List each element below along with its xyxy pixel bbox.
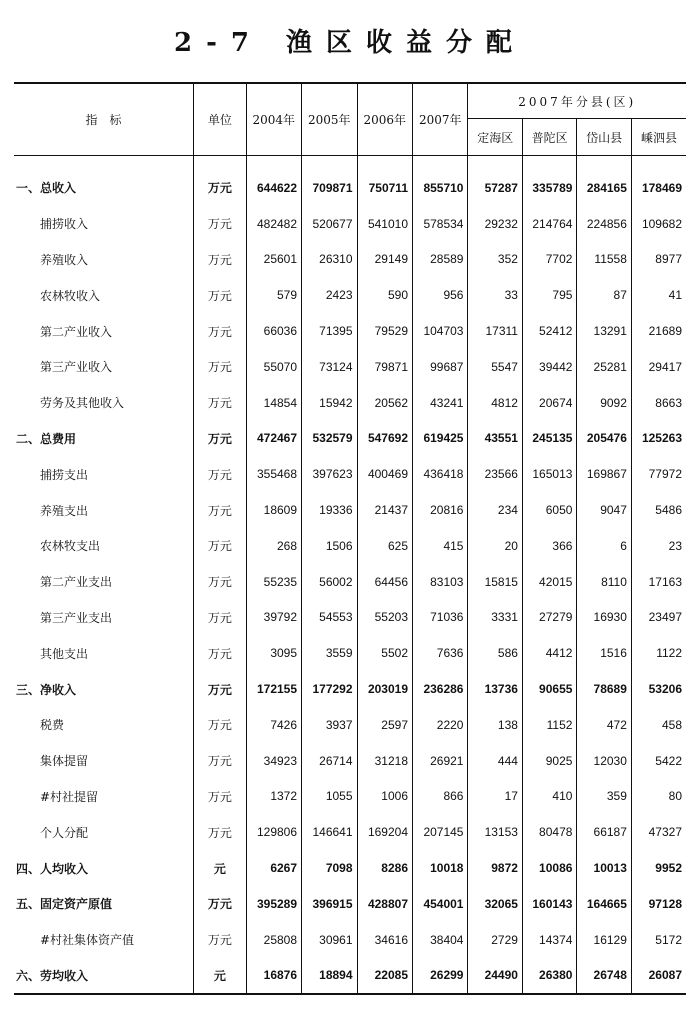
value-cell: 866 bbox=[413, 779, 468, 815]
value-cell: 3331 bbox=[468, 600, 522, 636]
value-cell: 43241 bbox=[413, 385, 468, 421]
row-unit: 万元 bbox=[194, 564, 246, 600]
value-cell: 590 bbox=[357, 277, 412, 313]
value-cell: 5422 bbox=[655, 753, 682, 768]
value-cell: 6267 bbox=[246, 850, 301, 886]
value-cell: 73124 bbox=[302, 349, 357, 385]
value-cell: 26380 bbox=[522, 958, 576, 995]
value-cell: 172155 bbox=[246, 671, 301, 707]
value-cell: 164665 bbox=[577, 886, 631, 922]
value-cell: 436418 bbox=[413, 456, 468, 492]
table-row bbox=[14, 958, 686, 995]
fishery-income-table bbox=[14, 82, 686, 995]
row-unit: 万元 bbox=[194, 886, 246, 922]
value-cell: 472 bbox=[577, 707, 631, 743]
value-cell: 10018 bbox=[413, 850, 468, 886]
value-cell: 20562 bbox=[357, 385, 412, 421]
row-unit: 万元 bbox=[194, 743, 246, 779]
row-unit: 万元 bbox=[194, 814, 246, 850]
table-row bbox=[14, 779, 686, 815]
row-label: 劳务及其他收入 bbox=[14, 385, 194, 421]
value-cell: 6050 bbox=[522, 492, 576, 528]
value-cell: 5547 bbox=[468, 349, 522, 385]
value-cell: 97128 bbox=[648, 896, 682, 911]
value-cell: 30961 bbox=[302, 922, 357, 958]
row-unit: 万元 bbox=[194, 349, 246, 385]
value-cell: 42015 bbox=[522, 564, 576, 600]
value-cell: 1152 bbox=[522, 707, 576, 743]
row-label: 个人分配 bbox=[14, 814, 194, 850]
row-label: 第二产业支出 bbox=[14, 564, 194, 600]
table-row bbox=[14, 886, 686, 922]
value-cell: 472467 bbox=[246, 421, 301, 457]
value-cell: 1122 bbox=[656, 646, 682, 661]
value-cell: 71395 bbox=[302, 313, 357, 349]
value-cell: 410 bbox=[522, 779, 576, 815]
value-cell: 26748 bbox=[577, 958, 631, 995]
value-cell: 104703 bbox=[413, 313, 468, 349]
row-unit: 元 bbox=[194, 850, 246, 886]
value-cell: 284165 bbox=[577, 170, 631, 206]
value-cell: 214764 bbox=[522, 206, 576, 242]
table-body bbox=[14, 156, 686, 995]
value-cell: 169867 bbox=[577, 456, 631, 492]
value-cell: 80478 bbox=[522, 814, 576, 850]
value-cell: 15815 bbox=[468, 564, 522, 600]
row-unit: 万元 bbox=[194, 277, 246, 313]
row-label: 捕捞收入 bbox=[14, 206, 194, 242]
row-unit: 万元 bbox=[194, 922, 246, 958]
value-cell: 165013 bbox=[522, 456, 576, 492]
value-cell: 14854 bbox=[246, 385, 301, 421]
value-cell: 26310 bbox=[302, 242, 357, 278]
value-cell: 7636 bbox=[413, 635, 468, 671]
value-cell: 66187 bbox=[577, 814, 631, 850]
table-row bbox=[14, 707, 686, 743]
value-cell: 2597 bbox=[357, 707, 412, 743]
header-district: 嵊泗县 bbox=[631, 119, 686, 156]
row-unit: 万元 bbox=[194, 635, 246, 671]
value-cell: 205476 bbox=[577, 421, 631, 457]
value-cell: 23 bbox=[668, 538, 682, 553]
value-cell: 29149 bbox=[357, 242, 412, 278]
value-cell: 29232 bbox=[468, 206, 522, 242]
value-cell: 13153 bbox=[468, 814, 522, 850]
value-cell: 625 bbox=[357, 528, 412, 564]
value-cell: 397623 bbox=[302, 456, 357, 492]
value-cell: 64456 bbox=[357, 564, 412, 600]
row-label: 五、固定资产原值 bbox=[14, 886, 194, 922]
value-cell: 9047 bbox=[577, 492, 631, 528]
value-cell: 454001 bbox=[413, 886, 468, 922]
row-unit: 万元 bbox=[194, 421, 246, 457]
value-cell: 25281 bbox=[577, 349, 631, 385]
row-label: #村社提留 bbox=[14, 779, 194, 815]
value-cell: 79871 bbox=[357, 349, 412, 385]
value-cell: 245135 bbox=[522, 421, 576, 457]
value-cell: 47327 bbox=[648, 825, 682, 840]
value-cell: 83103 bbox=[413, 564, 468, 600]
value-cell: 541010 bbox=[357, 206, 412, 242]
value-cell: 17 bbox=[468, 779, 522, 815]
table-row bbox=[14, 349, 686, 385]
row-label: #村社集体资产值 bbox=[14, 922, 194, 958]
value-cell: 26921 bbox=[413, 743, 468, 779]
value-cell: 77972 bbox=[648, 467, 682, 482]
value-cell: 6 bbox=[577, 528, 631, 564]
value-cell: 855710 bbox=[413, 170, 468, 206]
row-unit: 万元 bbox=[194, 242, 246, 278]
table-row bbox=[14, 206, 686, 242]
row-unit: 万元 bbox=[194, 779, 246, 815]
value-cell: 352 bbox=[468, 242, 522, 278]
header-unit: 单位 bbox=[194, 83, 246, 156]
row-unit: 万元 bbox=[194, 313, 246, 349]
value-cell: 21689 bbox=[648, 324, 682, 339]
value-cell: 26087 bbox=[631, 958, 686, 995]
value-cell: 2423 bbox=[302, 277, 357, 313]
value-cell: 586 bbox=[468, 635, 522, 671]
row-label: 二、总费用 bbox=[14, 421, 194, 457]
value-cell: 20 bbox=[468, 528, 522, 564]
value-cell: 750711 bbox=[357, 170, 412, 206]
value-cell: 138 bbox=[468, 707, 522, 743]
value-cell: 71036 bbox=[413, 600, 468, 636]
row-unit: 万元 bbox=[194, 170, 246, 206]
table-row bbox=[14, 277, 686, 313]
value-cell: 1516 bbox=[577, 635, 631, 671]
value-cell: 236286 bbox=[413, 671, 468, 707]
table-row bbox=[14, 635, 686, 671]
value-cell: 355468 bbox=[246, 456, 301, 492]
value-cell: 160143 bbox=[522, 886, 576, 922]
value-cell: 16930 bbox=[577, 600, 631, 636]
value-cell: 5502 bbox=[357, 635, 412, 671]
value-cell: 5172 bbox=[655, 932, 682, 947]
value-cell: 24490 bbox=[468, 958, 522, 995]
value-cell: 55070 bbox=[246, 349, 301, 385]
header-district-group: 2007年分县(区) bbox=[468, 83, 686, 119]
value-cell: 234 bbox=[468, 492, 522, 528]
table-row bbox=[14, 385, 686, 421]
value-cell: 396915 bbox=[302, 886, 357, 922]
value-cell: 12030 bbox=[577, 743, 631, 779]
value-cell: 66036 bbox=[246, 313, 301, 349]
value-cell: 43551 bbox=[468, 421, 522, 457]
value-cell: 8977 bbox=[655, 252, 682, 267]
value-cell: 18609 bbox=[246, 492, 301, 528]
value-cell: 415 bbox=[413, 528, 468, 564]
row-unit: 万元 bbox=[194, 528, 246, 564]
value-cell: 33 bbox=[468, 277, 522, 313]
value-cell: 41 bbox=[668, 288, 682, 303]
value-cell: 31218 bbox=[357, 743, 412, 779]
value-cell: 547692 bbox=[357, 421, 412, 457]
value-cell: 52412 bbox=[522, 313, 576, 349]
value-cell: 619425 bbox=[413, 421, 468, 457]
value-cell: 359 bbox=[577, 779, 631, 815]
value-cell: 3559 bbox=[302, 635, 357, 671]
value-cell: 54553 bbox=[302, 600, 357, 636]
value-cell: 57287 bbox=[468, 170, 522, 206]
value-cell: 9952 bbox=[655, 861, 682, 876]
value-cell: 129806 bbox=[246, 814, 301, 850]
value-cell: 444 bbox=[468, 743, 522, 779]
row-label: 集体提留 bbox=[14, 743, 194, 779]
value-cell: 79529 bbox=[357, 313, 412, 349]
value-cell: 10086 bbox=[522, 850, 576, 886]
value-cell: 56002 bbox=[302, 564, 357, 600]
value-cell: 11558 bbox=[577, 242, 631, 278]
value-cell: 29417 bbox=[648, 359, 682, 374]
table-row bbox=[14, 456, 686, 492]
value-cell: 18894 bbox=[302, 958, 357, 995]
value-cell: 53206 bbox=[648, 682, 682, 697]
value-cell: 19336 bbox=[302, 492, 357, 528]
value-cell: 109682 bbox=[641, 216, 682, 231]
value-cell: 38404 bbox=[413, 922, 468, 958]
value-cell: 9092 bbox=[577, 385, 631, 421]
row-unit: 万元 bbox=[194, 671, 246, 707]
row-label: 六、劳均收入 bbox=[14, 958, 194, 995]
value-cell: 9872 bbox=[468, 850, 522, 886]
value-cell: 15942 bbox=[302, 385, 357, 421]
value-cell: 99687 bbox=[413, 349, 468, 385]
value-cell: 22085 bbox=[357, 958, 412, 995]
value-cell: 3937 bbox=[302, 707, 357, 743]
value-cell: 956 bbox=[413, 277, 468, 313]
row-label: 农林牧收入 bbox=[14, 277, 194, 313]
row-label: 一、总收入 bbox=[14, 170, 194, 206]
value-cell: 55203 bbox=[357, 600, 412, 636]
row-label: 税费 bbox=[14, 707, 194, 743]
value-cell: 5486 bbox=[655, 503, 682, 518]
table-row bbox=[14, 743, 686, 779]
value-cell: 13736 bbox=[468, 671, 522, 707]
page-title: 2-7 渔区收益分配 bbox=[173, 28, 527, 58]
table-row bbox=[14, 922, 686, 958]
value-cell: 644622 bbox=[246, 170, 301, 206]
value-cell: 26299 bbox=[413, 958, 468, 995]
header-indicator: 指 标 bbox=[14, 83, 194, 156]
value-cell: 268 bbox=[246, 528, 301, 564]
row-label: 第三产业支出 bbox=[14, 600, 194, 636]
value-cell: 14374 bbox=[522, 922, 576, 958]
header-district: 定海区 bbox=[468, 119, 522, 156]
value-cell: 7426 bbox=[246, 707, 301, 743]
row-unit: 万元 bbox=[194, 707, 246, 743]
value-cell: 395289 bbox=[246, 886, 301, 922]
value-cell: 2729 bbox=[468, 922, 522, 958]
value-cell: 26714 bbox=[302, 743, 357, 779]
value-cell: 34923 bbox=[246, 743, 301, 779]
table-row bbox=[14, 170, 686, 206]
value-cell: 578534 bbox=[413, 206, 468, 242]
value-cell: 21437 bbox=[357, 492, 412, 528]
row-unit: 万元 bbox=[194, 600, 246, 636]
value-cell: 20674 bbox=[522, 385, 576, 421]
row-label: 农林牧支出 bbox=[14, 528, 194, 564]
table-row bbox=[14, 564, 686, 600]
value-cell: 20816 bbox=[413, 492, 468, 528]
value-cell: 1372 bbox=[246, 779, 301, 815]
table-row bbox=[14, 421, 686, 457]
row-unit: 万元 bbox=[194, 206, 246, 242]
value-cell: 17311 bbox=[468, 313, 522, 349]
table-row bbox=[14, 313, 686, 349]
value-cell: 2220 bbox=[413, 707, 468, 743]
value-cell: 579 bbox=[246, 277, 301, 313]
value-cell: 8663 bbox=[655, 395, 682, 410]
value-cell: 146641 bbox=[302, 814, 357, 850]
value-cell: 7098 bbox=[302, 850, 357, 886]
value-cell: 177292 bbox=[302, 671, 357, 707]
row-unit: 万元 bbox=[194, 385, 246, 421]
header-year: 2006年 bbox=[357, 83, 412, 156]
value-cell: 335789 bbox=[522, 170, 576, 206]
row-unit: 元 bbox=[194, 958, 246, 995]
value-cell: 366 bbox=[522, 528, 576, 564]
value-cell: 4412 bbox=[522, 635, 576, 671]
value-cell: 87 bbox=[577, 277, 631, 313]
value-cell: 8110 bbox=[577, 564, 631, 600]
value-cell: 10013 bbox=[577, 850, 631, 886]
value-cell: 55235 bbox=[246, 564, 301, 600]
value-cell: 203019 bbox=[357, 671, 412, 707]
row-label: 四、人均收入 bbox=[14, 850, 194, 886]
value-cell: 1506 bbox=[302, 528, 357, 564]
value-cell: 39442 bbox=[522, 349, 576, 385]
table-row bbox=[14, 600, 686, 636]
value-cell: 25601 bbox=[246, 242, 301, 278]
row-label: 第三产业收入 bbox=[14, 349, 194, 385]
table-row bbox=[14, 492, 686, 528]
table-row bbox=[14, 671, 686, 707]
row-label: 捕捞支出 bbox=[14, 456, 194, 492]
value-cell: 1055 bbox=[302, 779, 357, 815]
header-year: 2007年 bbox=[413, 83, 468, 156]
row-label: 三、净收入 bbox=[14, 671, 194, 707]
value-cell: 8286 bbox=[357, 850, 412, 886]
table-row bbox=[14, 814, 686, 850]
header-district: 岱山县 bbox=[577, 119, 631, 156]
value-cell: 13291 bbox=[577, 313, 631, 349]
value-cell: 34616 bbox=[357, 922, 412, 958]
header-year: 2004年 bbox=[246, 83, 301, 156]
value-cell: 23497 bbox=[648, 610, 682, 625]
value-cell: 482482 bbox=[246, 206, 301, 242]
value-cell: 28589 bbox=[413, 242, 468, 278]
row-label: 养殖收入 bbox=[14, 242, 194, 278]
value-cell: 1006 bbox=[357, 779, 412, 815]
row-label: 第二产业收入 bbox=[14, 313, 194, 349]
value-cell: 207145 bbox=[413, 814, 468, 850]
value-cell: 428807 bbox=[357, 886, 412, 922]
value-cell: 27279 bbox=[522, 600, 576, 636]
value-cell: 795 bbox=[522, 277, 576, 313]
value-cell: 169204 bbox=[357, 814, 412, 850]
table-row bbox=[14, 242, 686, 278]
header-district: 普陀区 bbox=[522, 119, 576, 156]
header-year: 2005年 bbox=[302, 83, 357, 156]
value-cell: 178469 bbox=[641, 180, 682, 195]
table-row bbox=[14, 850, 686, 886]
row-label: 养殖支出 bbox=[14, 492, 194, 528]
value-cell: 458 bbox=[661, 717, 682, 732]
value-cell: 532579 bbox=[302, 421, 357, 457]
value-cell: 224856 bbox=[577, 206, 631, 242]
value-cell: 16129 bbox=[577, 922, 631, 958]
value-cell: 7702 bbox=[522, 242, 576, 278]
value-cell: 78689 bbox=[577, 671, 631, 707]
value-cell: 23566 bbox=[468, 456, 522, 492]
value-cell: 25808 bbox=[246, 922, 301, 958]
value-cell: 3095 bbox=[246, 635, 301, 671]
value-cell: 400469 bbox=[357, 456, 412, 492]
value-cell: 520677 bbox=[302, 206, 357, 242]
value-cell: 16876 bbox=[246, 958, 301, 995]
row-label: 其他支出 bbox=[14, 635, 194, 671]
value-cell: 32065 bbox=[468, 886, 522, 922]
value-cell: 80 bbox=[668, 789, 682, 804]
value-cell: 90655 bbox=[522, 671, 576, 707]
row-unit: 万元 bbox=[194, 456, 246, 492]
row-unit: 万元 bbox=[194, 492, 246, 528]
value-cell: 17163 bbox=[648, 574, 682, 589]
value-cell: 4812 bbox=[468, 385, 522, 421]
table-row bbox=[14, 528, 686, 564]
value-cell: 709871 bbox=[302, 170, 357, 206]
value-cell: 9025 bbox=[522, 743, 576, 779]
value-cell: 39792 bbox=[246, 600, 301, 636]
value-cell: 125263 bbox=[641, 431, 682, 446]
